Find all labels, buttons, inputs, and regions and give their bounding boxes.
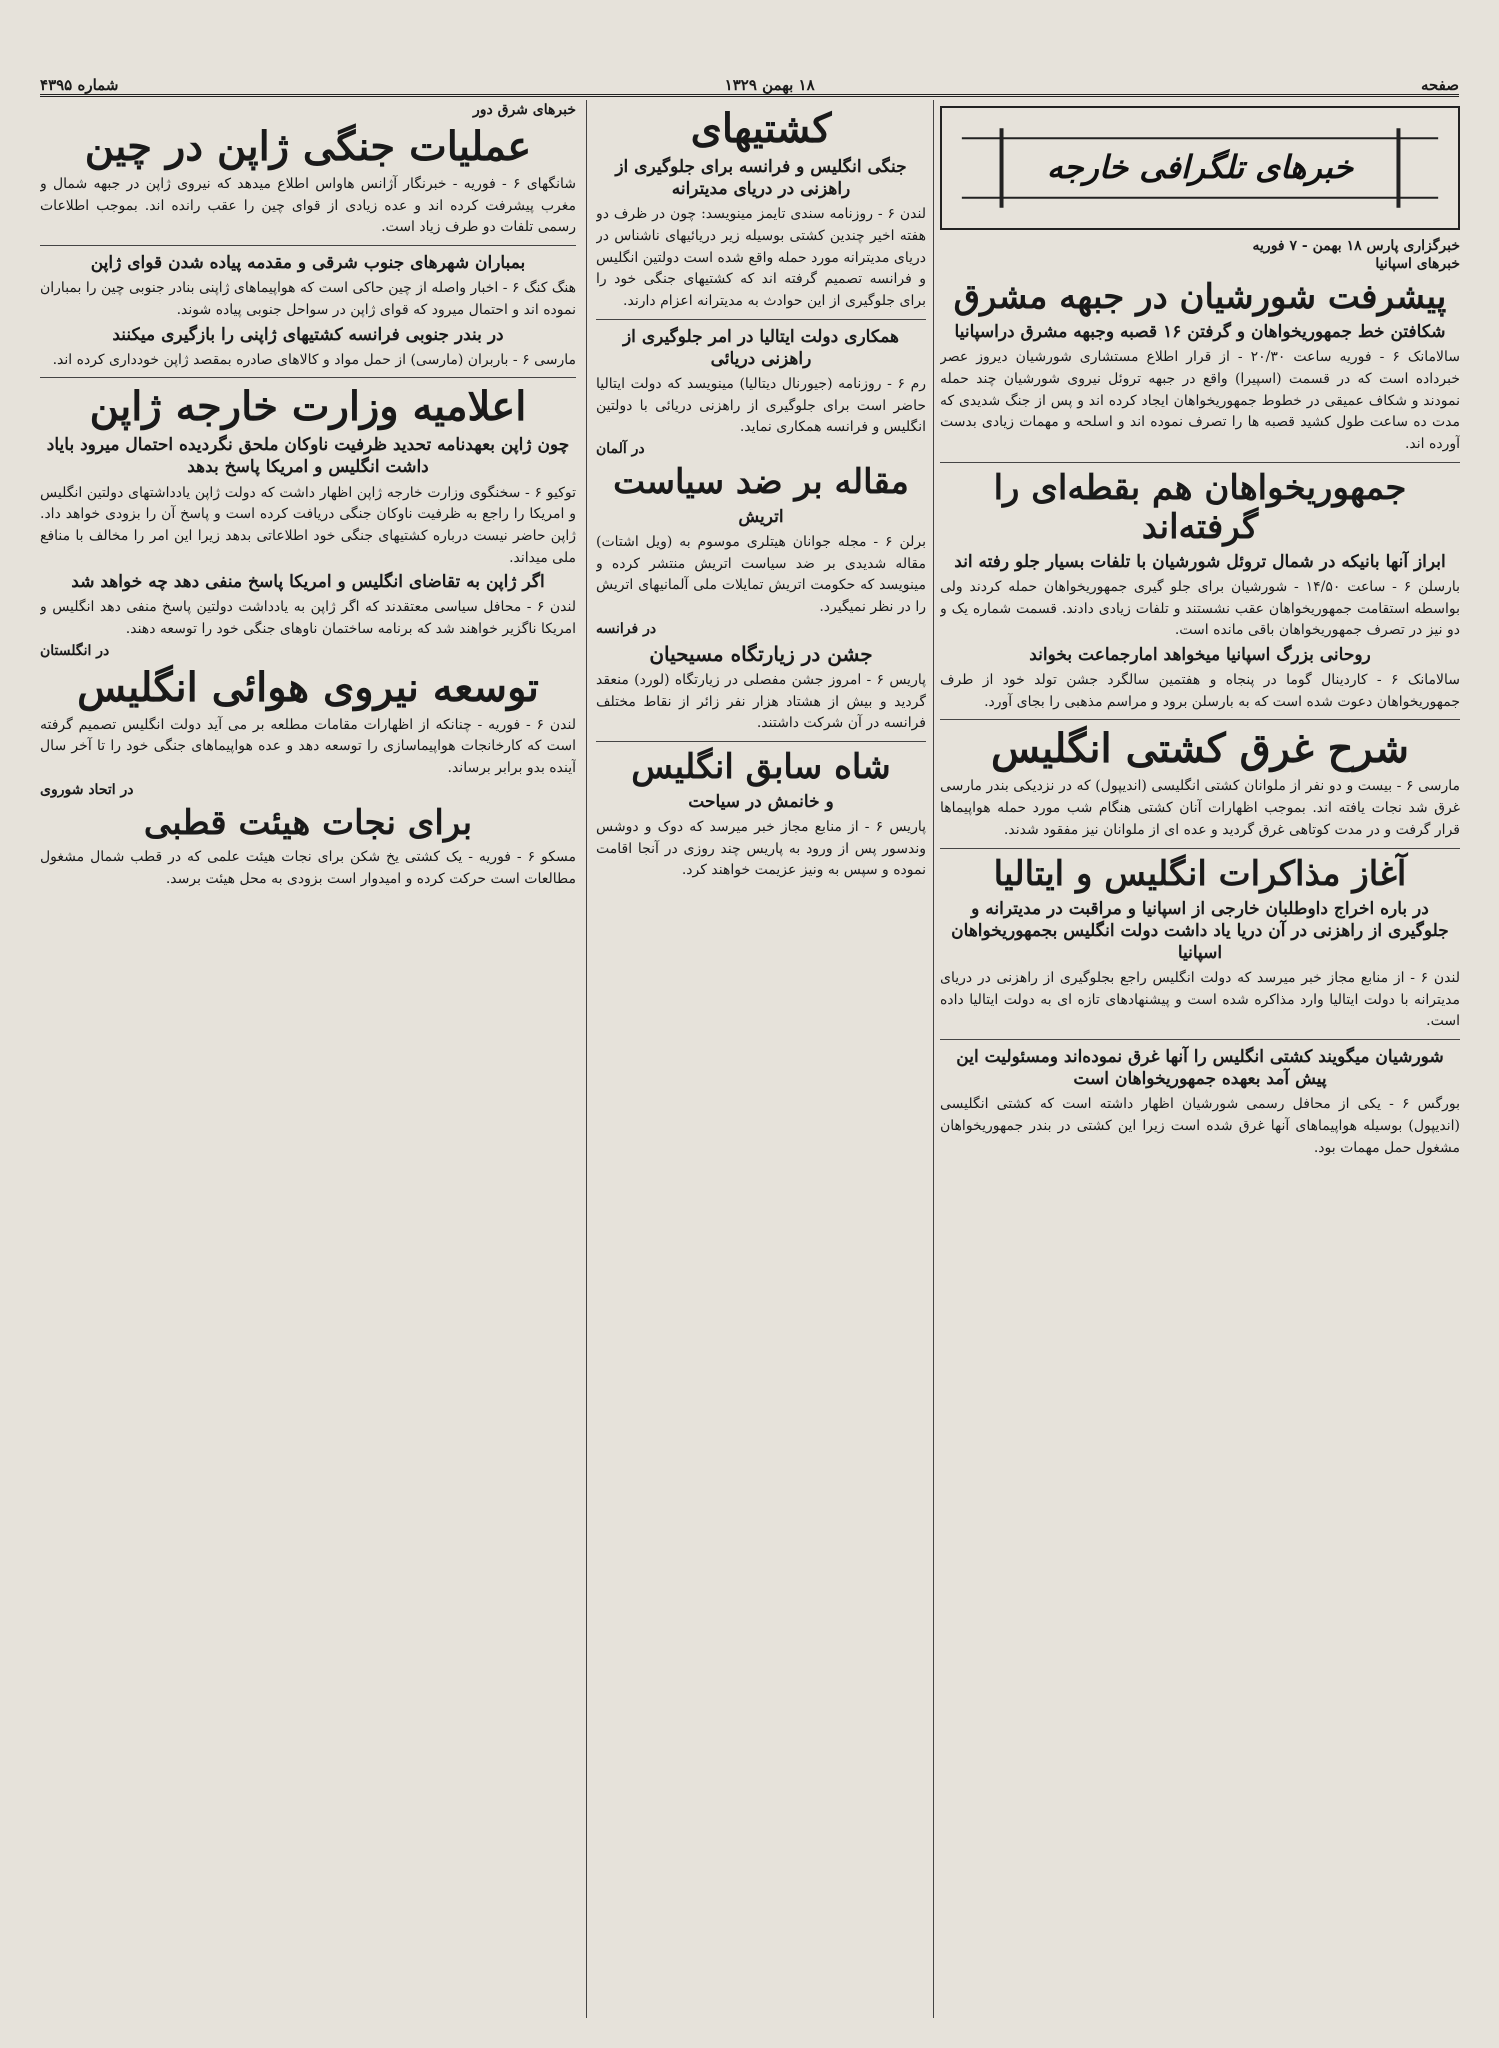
column-middle [596, 100, 926, 2018]
telegraph-icon [942, 108, 1458, 228]
column-left [40, 100, 576, 2018]
article-body: مارسی ۶ - باربران (مارسی) از حمل مواد و کالاهای صادره بمقصد ژاپن خودداری کرده اند. [52, 351, 576, 368]
headline-italy-cooperation: همکاری دولت ایتالیا در امر جلوگیری از راهزنی دریائی [622, 326, 900, 369]
subheadline: اتریش [738, 506, 784, 527]
article-body: سالامانک ۶ - فوریه ساعت ۲۰/۳۰ - از قرار اطلاع مستشاری شورشیان دیروز عصر خبرداده است که در قسمت (اسپیرا) واقع در جبهه تروئل نیروی شورشیان چند حمله نمودند و شکاف عمیقی در خطوط جمهوریخواهان ایجاد کرده اند و پس از جنگ شدیدی که مدت ده ساعت طول کشید قصبه ها را تصرف نموده اند و اسلحه و مهمات زیادی بدست آورده اند. [940, 349, 1460, 452]
subheadline: و خانمش در سیاحت [688, 791, 834, 812]
headline-marseille-port: در بندر جنوبی فرانسه کشتیهای ژاپنی را بازگیری میکنند [112, 324, 504, 345]
headline-if-japan-refuses: اگر ژاپن به تقاضای انگلیس و امریکا پاسخ منفی دهد چه خواهد شد [71, 572, 545, 593]
article-body: شانگهای ۶ - فوریه - خبرنگار آژانس هاواس اطلاع میدهد که نیروی ژاپن در جبهه شمال و مغرب پیشرفت کرده اند و عده زیادی از قوای چین را عقب رانده اند. بموجب اطلاعات رسمی تلفات دو طرف زیاد است. [40, 176, 576, 236]
article-body: لندن ۶ - فوریه - چنانکه از اظهارات مقامات مطلعه بر می آید دولت انگلیس تصمیم گرفته است که کارخانجات هواپیماسازی را توسعه دهد و عده هواپیماهای جنگی خود را تا آخر سال آینده بدو برابر برساند. [40, 716, 576, 777]
subheadline: جنگی انگلیس و فرانسه برای جلوگیری از راهزنی در دریای مدیترانه [615, 157, 907, 200]
headline-eastern-front: پیشرفت شورشیان در جبهه مشرق [953, 277, 1447, 317]
subheadline: چون ژاپن بعهدنامه تحدید ظرفیت ناوکان ملحق نگردیده احتمال میرود بایاد داشت انگلیس و امریکا پاسخ بدهد [46, 435, 570, 478]
section-label: در انگلستان [40, 642, 110, 659]
section-label: در آلمان [596, 440, 645, 457]
headline-japan-china: عملیات جنگی ژاپن در چین [84, 123, 532, 170]
column-rule [933, 100, 934, 2018]
headline-japan-foreign-ministry: اعلامیه وزارت خارجه ژاپن [89, 383, 527, 431]
article-body: لندن ۶ - از منابع مجاز خبر میرسد که دولت انگلیس راجع بجلوگیری از راهزنی در دریای مدیترانه با دولت ایتالیا وارد مذاکره شده است و پیشنهادهای تازه ای به دولت ایتالیا داده است. [940, 969, 1460, 1030]
headline-polar-rescue: برای نجات هیئت قطبی [143, 802, 473, 843]
section-logo-text: خبرهای تلگرافی خارجه [1046, 148, 1354, 186]
headline-pilgrimage: جشن در زیارتگاه مسیحیان [649, 641, 873, 666]
article-body: سالامانک ۶ - کاردینال گوما در پنجاه و هفتمین سالگرد جشن تولد خود از طرف جمهوریخواهان دعوت شده است که به بارسلن برود و مراسم مذهبی را بجای آورد. [940, 672, 1460, 710]
section-label: در فرانسه [596, 620, 657, 637]
kicker: خبرهای اسپانیا [1375, 256, 1460, 272]
headline-ship-sinking: شرح غرق کشتی انگلیس [991, 725, 1409, 773]
article-body: توکیو ۶ - سخنگوی وزارت خارجه ژاپن اظهار داشت که دولت ژاپن یادداشتهای دولتین انگلیس و امریکا را راجع به ظرفیت ناوکان جنگی دریافت کرده است و پاسخ آن را بزودی خواهد داد. ژاپن حاضر نیست درباره کشتیهای جنگی خود اطلاعاتی بدهد زیرا این امر را مخالف با منافع ملی میداند. [40, 484, 576, 566]
issue-date: ۱۸ بهمن ۱۳۲۹ [724, 76, 815, 94]
article-body: پاریس ۶ - از منابع مجاز خبر میرسد که دوک و دوشس وندسور پس از ورود به پاریس چند روزی در آنجا اقامت نموده و سپس به ونیز عزیمت خواهند کرد. [596, 819, 926, 879]
subheadline: شکافتن خط جمهوریخواهان و گرفتن ۱۶ قصبه وجبهه مشرق دراسپانیا [954, 322, 1446, 343]
kicker: خبرهای شرق دور [472, 102, 576, 118]
headline-republicans: جمهوریخواهان هم بقطه‌ای را گرفته‌اند [993, 467, 1407, 547]
section-logo [940, 106, 1460, 230]
page-label: صفحه [1420, 76, 1459, 94]
column-right [940, 100, 1460, 2018]
column-rule [586, 100, 587, 2018]
headline-cardinal: روحانی بزرگ اسپانیا میخواهد امارجماعت بخواند [1029, 644, 1371, 665]
article-body: برلن ۶ - مجله جوانان هیتلری موسوم به (ویل اشتات) مقاله شدیدی بر ضد سیاست اتریش منتشر کرده و مینویسد که حکومت اتریش تمایلات ملی آلمانیهای اتریش را در نظر نمیگیرد. [596, 534, 926, 616]
headline-bombardment: بمباران شهرهای جنوب شرقی و مقدمه پیاده شدن قوای ژاپن [90, 253, 526, 274]
article-body: هنگ کنگ ۶ - اخبار واصله از چین حاکی است که هواپیماهای ژاپنی بنادر جنوبی چین را بمباران نموده اند و احتمال میرود که قوای ژاپن در سواحل جنوبی پیاده شوند. [40, 280, 576, 318]
article-body: بارسلن ۶ - ساعت ۱۴/۵۰ - شورشیان برای جلو گیری جمهوریخواهان حمله کردند ولی بواسطه استقامت جمهوریخواهان عقب نشستند و تلفات زیادی دادند. قسمت شماره یک و دو نیز در تصرف جمهوریخواهان باقی مانده است. [940, 578, 1460, 639]
section-label: در اتحاد شوروی [40, 781, 134, 798]
dateline: خبرگزاری پارس ۱۸ بهمن - ۷ فوریه [1252, 238, 1460, 254]
subheadline: ابراز آنها بانیکه در شمال تروئل شورشیان با تلفات بسیار جلو رفته اند [954, 551, 1446, 572]
article-body: مارسی ۶ - بیست و دو نفر از ملوانان کشتی انگلیسی (اندیپول) که در نزدیکی بندر مارسی غرق شد نجات یافته اند. بموجب اظهارات آنان کشتی هنگام شب مورد حمله هواپیماها قرار گرفت و در مدت کوتاهی غرق گردید و عده ای از ملوانان نیز مفقود شدند. [940, 778, 1460, 838]
subheadline: در باره اخراج داوطلبان خارجی از اسپانیا و مراقبت در مدیترانه و جلوگیری از راهزنی در آن دریا یاد داشت دولت انگلیس بجمهوریخواهان اسپانیا [951, 898, 1449, 963]
headline-former-king: شاه سابق انگلیس [631, 746, 891, 787]
headline-anglo-italian-talks: آغاز مذاکرات انگلیس و ایتالیا [993, 853, 1407, 894]
headline-warships: کشتیهای [690, 105, 832, 152]
headline-air-force: توسعه نیروی هوائی انگلیس [77, 663, 539, 711]
article-body: لندن ۶ - محافل سیاسی معتقدند که اگر ژاپن به یادداشت دولتین پاسخ منفی دهد انگلیس و امریکا ناگزیر خواهند شد که برنامه ساختمان ناوهای جنگی خود را توسعه دهند. [40, 599, 576, 638]
article-body: بورگس ۶ - یکی از محافل رسمی شورشیان اظهار داشته است که کشتی انگلیسی (اندیپول) بوسیله هواپیماهای آنها غرق شده است زیرا این کشتی در بندر جمهوریخواهان مشغول حمل مهمات بود. [940, 1096, 1460, 1156]
headline-rebels-claim: شورشیان میگویند کشتی انگلیس را آنها غرق نموده‌اند ومسئولیت این پیش آمد بعهده جمهوریخواهان است [956, 1046, 1444, 1090]
masthead [40, 62, 1459, 97]
article-body: پاریس ۶ - امروز جشن مفصلی در زیارتگاه (لورد) منعقد گردید و بیش از هشتاد هزار نفر زائر از نقاط مختلف فرانسه در آن شرکت داشتند. [596, 671, 926, 732]
article-body: مسکو ۶ - فوریه - یک کشتی یخ شکن برای نجات هیئت علمی که در قطب شمال مشغول مطالعات است حرکت کرده و امیدوار است بزودی به محل هیئت برسد. [40, 848, 576, 887]
headline-article-against: مقاله بر ضد سیاست [613, 461, 909, 502]
article-body: رم ۶ - روزنامه (جیورنال دیتالیا) مینویسد که دولت ایتالیا حاضر است برای جلوگیری از راهزنی دریائی با دولتین انگلیس و فرانسه همکاری نماید. [596, 375, 926, 436]
issue-number: شماره ۴۳۹۵ [40, 76, 119, 94]
article-body: لندن ۶ - روزنامه سندی تایمز مینویسد: چون در ظرف دو هفته اخیر چندین کشتی بوسیله زیر دریائیهای ناشناس در دریای مدیترانه مورد حمله واقع شده است دولتین انگلیس و فرانسه تصمیم گرفته اند که کشتیهای جنگی خود را برای جلوگیری از این حوادث به مدیترانه اعزام دارند. [596, 206, 926, 309]
